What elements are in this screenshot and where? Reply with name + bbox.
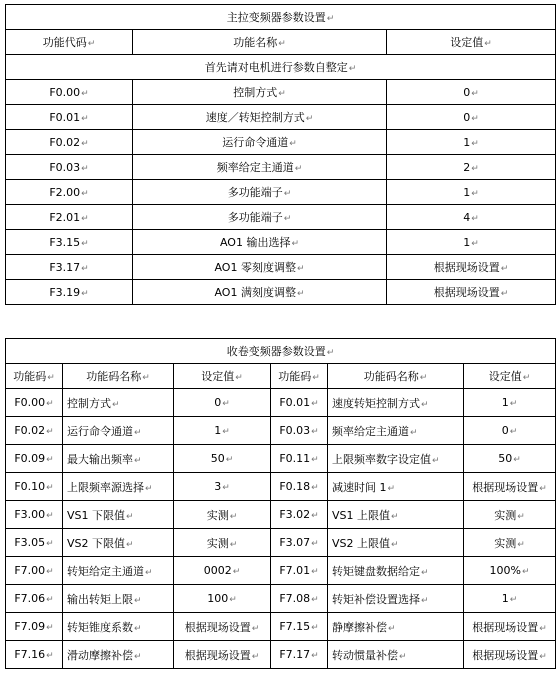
table-cell: 最大输出频率↵ bbox=[63, 445, 174, 473]
table-cell: F7.06↵ bbox=[6, 585, 63, 613]
table-cell: 转矩锥度系数↵ bbox=[63, 613, 174, 641]
table-cell: 转动惯量补偿↵ bbox=[328, 641, 464, 669]
table-cell: 频率给定主通道↵ bbox=[328, 417, 464, 445]
table-cell: 根据现场设置↵ bbox=[387, 280, 556, 305]
table-cell: 运行命令通道↵ bbox=[133, 130, 387, 155]
table-cell: F3.07↵ bbox=[271, 529, 328, 557]
table-cell: 转矩键盘数据给定↵ bbox=[328, 557, 464, 585]
table-cell: VS1 下限值↵ bbox=[63, 501, 174, 529]
table-row bbox=[6, 205, 556, 230]
table-cell: 上限频率源选择↵ bbox=[63, 473, 174, 501]
table-cell: 根据现场设置↵ bbox=[464, 613, 556, 641]
table-cell: F3.15↵ bbox=[6, 230, 133, 255]
table-cell: F7.16↵ bbox=[6, 641, 63, 669]
table-cell: F3.17↵ bbox=[6, 255, 133, 280]
table-cell: 输出转矩上限↵ bbox=[63, 585, 174, 613]
table-row bbox=[6, 80, 556, 105]
main-drive-params-table bbox=[5, 4, 556, 305]
table-row bbox=[6, 557, 556, 585]
table-cell: 速度转矩控制方式↵ bbox=[328, 389, 464, 417]
note-row bbox=[6, 55, 556, 80]
header-cell: 设定值↵ bbox=[174, 364, 271, 389]
table-cell: 多功能端子↵ bbox=[133, 205, 387, 230]
table-cell: F0.01↵ bbox=[271, 389, 328, 417]
table-cell: F0.11↵ bbox=[271, 445, 328, 473]
table-cell: 50↵ bbox=[464, 445, 556, 473]
table-cell: 静摩擦补偿↵ bbox=[328, 613, 464, 641]
table-cell: VS2 下限值↵ bbox=[63, 529, 174, 557]
table-cell: F7.08↵ bbox=[271, 585, 328, 613]
table-row bbox=[6, 473, 556, 501]
table-row bbox=[6, 613, 556, 641]
table-row bbox=[6, 445, 556, 473]
table-cell: AO1 零刻度调整↵ bbox=[133, 255, 387, 280]
table-cell: 0↵ bbox=[464, 417, 556, 445]
table-cell: 3↵ bbox=[174, 473, 271, 501]
table-cell: F0.00↵ bbox=[6, 389, 63, 417]
header-cell: 功能码↵ bbox=[6, 364, 63, 389]
header-row bbox=[6, 30, 556, 55]
header-cell: 功能名称↵ bbox=[133, 30, 387, 55]
table-cell: 速度／转矩控制方式↵ bbox=[133, 105, 387, 130]
table-cell: 根据现场设置↵ bbox=[464, 641, 556, 669]
table-cell: 滑动摩擦补偿↵ bbox=[63, 641, 174, 669]
table-row bbox=[6, 230, 556, 255]
table-cell: 实测↵ bbox=[464, 501, 556, 529]
table-title-row bbox=[6, 339, 556, 364]
table-cell: 运行命令通道↵ bbox=[63, 417, 174, 445]
header-cell: 功能码名称↵ bbox=[63, 364, 174, 389]
header-cell: 设定值↵ bbox=[387, 30, 556, 55]
table-cell: F0.18↵ bbox=[271, 473, 328, 501]
table-cell: F0.10↵ bbox=[6, 473, 63, 501]
note-cell: 首先请对电机进行参数自整定↵ bbox=[6, 55, 556, 80]
table-cell: 控制方式↵ bbox=[63, 389, 174, 417]
table-cell: 根据现场设置↵ bbox=[464, 473, 556, 501]
table-cell: F3.00↵ bbox=[6, 501, 63, 529]
table-title: 收卷变频器参数设置↵ bbox=[6, 339, 556, 364]
table-cell: F2.00↵ bbox=[6, 180, 133, 205]
table-cell: 多功能端子↵ bbox=[133, 180, 387, 205]
table-cell: F0.00↵ bbox=[6, 80, 133, 105]
table-cell: F7.01↵ bbox=[271, 557, 328, 585]
table-row bbox=[6, 389, 556, 417]
table-row bbox=[6, 255, 556, 280]
table-cell: 4↵ bbox=[387, 205, 556, 230]
winding-drive-params-table bbox=[5, 338, 556, 669]
table-row bbox=[6, 180, 556, 205]
table-cell: 减速时间 1↵ bbox=[328, 473, 464, 501]
table-cell: 1↵ bbox=[174, 417, 271, 445]
table-row bbox=[6, 155, 556, 180]
table-cell: F0.02↵ bbox=[6, 417, 63, 445]
table-cell: 100%↵ bbox=[464, 557, 556, 585]
header-row bbox=[6, 364, 556, 389]
table-cell: 实测↵ bbox=[174, 501, 271, 529]
table-cell: 50↵ bbox=[174, 445, 271, 473]
table-row bbox=[6, 130, 556, 155]
table-cell: F7.17↵ bbox=[271, 641, 328, 669]
table-cell: F0.03↵ bbox=[6, 155, 133, 180]
table-cell: 1↵ bbox=[464, 389, 556, 417]
table-cell: AO1 输出选择↵ bbox=[133, 230, 387, 255]
table-cell: F3.02↵ bbox=[271, 501, 328, 529]
table-cell: 频率给定主通道↵ bbox=[133, 155, 387, 180]
table-cell: F0.02↵ bbox=[6, 130, 133, 155]
table-cell: F7.15↵ bbox=[271, 613, 328, 641]
table-cell: 0↵ bbox=[387, 80, 556, 105]
table-row bbox=[6, 501, 556, 529]
table-cell: 1↵ bbox=[464, 585, 556, 613]
table-row bbox=[6, 417, 556, 445]
table-cell: F3.19↵ bbox=[6, 280, 133, 305]
table-cell: 实测↵ bbox=[174, 529, 271, 557]
header-cell: 设定值↵ bbox=[464, 364, 556, 389]
table-cell: F3.05↵ bbox=[6, 529, 63, 557]
table-title: 主拉变频器参数设置↵ bbox=[6, 5, 556, 30]
table-row bbox=[6, 641, 556, 669]
table-cell: 转矩给定主通道↵ bbox=[63, 557, 174, 585]
table-cell: VS1 上限值↵ bbox=[328, 501, 464, 529]
table-title-row bbox=[6, 5, 556, 30]
table-cell: 1↵ bbox=[387, 180, 556, 205]
table-cell: 100↵ bbox=[174, 585, 271, 613]
table-row bbox=[6, 529, 556, 557]
table-cell: 1↵ bbox=[387, 230, 556, 255]
table-cell: 0002↵ bbox=[174, 557, 271, 585]
table-cell: 根据现场设置↵ bbox=[387, 255, 556, 280]
table-cell: 实测↵ bbox=[464, 529, 556, 557]
table-cell: F2.01↵ bbox=[6, 205, 133, 230]
header-cell: 功能代码↵ bbox=[6, 30, 133, 55]
table-cell: 2↵ bbox=[387, 155, 556, 180]
table-cell: 0↵ bbox=[174, 389, 271, 417]
table-cell: F0.01↵ bbox=[6, 105, 133, 130]
table-cell: VS2 上限值↵ bbox=[328, 529, 464, 557]
table-row bbox=[6, 585, 556, 613]
table-cell: 根据现场设置↵ bbox=[174, 613, 271, 641]
table-cell: F0.09↵ bbox=[6, 445, 63, 473]
table-cell: 上限频率数字设定值↵ bbox=[328, 445, 464, 473]
table-cell: 1↵ bbox=[387, 130, 556, 155]
table-cell: F0.03↵ bbox=[271, 417, 328, 445]
header-cell: 功能码↵ bbox=[271, 364, 328, 389]
table-cell: 控制方式↵ bbox=[133, 80, 387, 105]
table-cell: 0↵ bbox=[387, 105, 556, 130]
table-cell: AO1 满刻度调整↵ bbox=[133, 280, 387, 305]
table-cell: F7.00↵ bbox=[6, 557, 63, 585]
table-cell: 根据现场设置↵ bbox=[174, 641, 271, 669]
table-row bbox=[6, 280, 556, 305]
table-cell: F7.09↵ bbox=[6, 613, 63, 641]
table-cell: 转矩补偿设置选择↵ bbox=[328, 585, 464, 613]
table-row bbox=[6, 105, 556, 130]
header-cell: 功能码名称↵ bbox=[328, 364, 464, 389]
